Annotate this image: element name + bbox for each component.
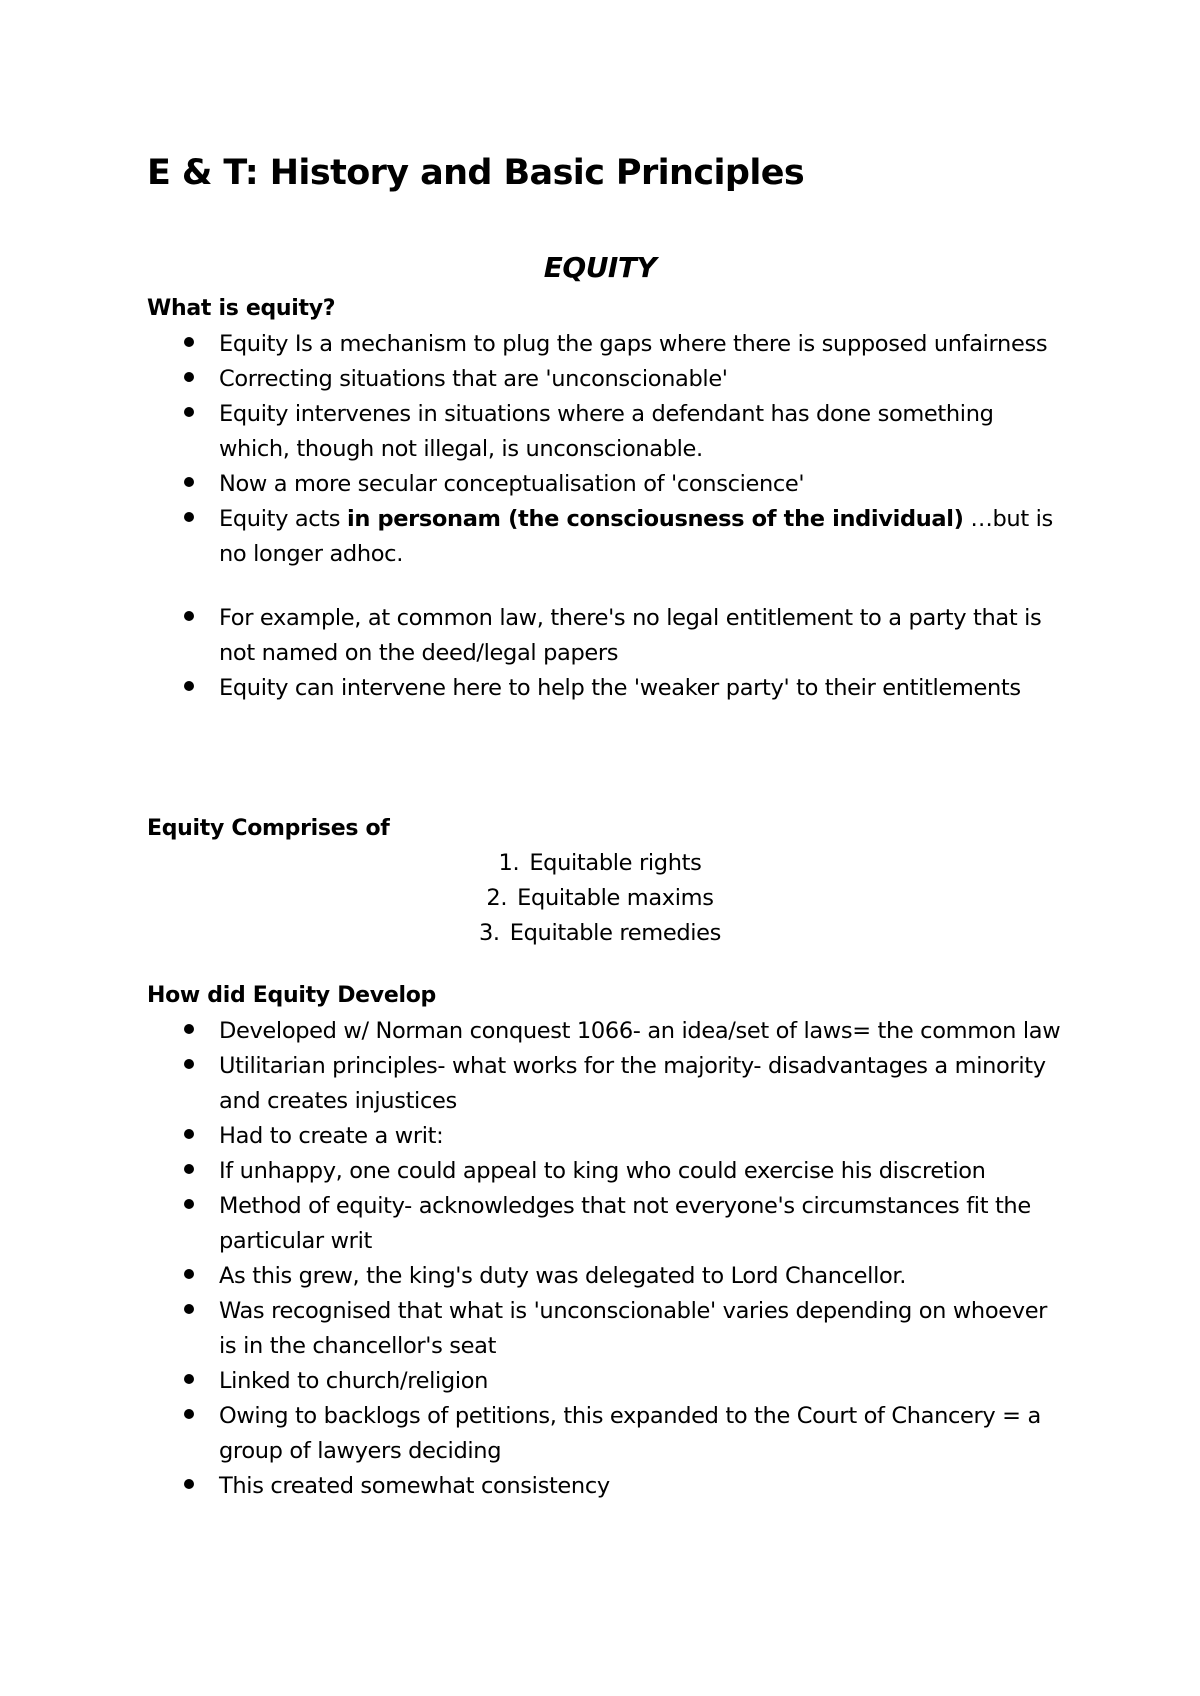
- bullet-icon: [184, 1024, 194, 1034]
- list-item: Equity acts in personam (the consciousness of the individual) …but is no longer adhoc.: [0, 502, 1200, 572]
- bullet-icon: [184, 1199, 194, 1209]
- list-item: As this grew, the king's duty was delegated to Lord Chancellor.: [0, 1259, 1200, 1294]
- list-item: Correcting situations that are 'unconscionable': [0, 362, 1200, 397]
- how-did-equity-develop-heading: How did Equity Develop: [147, 983, 436, 1008]
- list-item: Utilitarian principles- what works for the majority- disadvantages a minority and creates injustices: [0, 1049, 1200, 1119]
- list-item: Equity can intervene here to help the 'weaker party' to their entitlements: [0, 671, 1200, 706]
- what-is-equity-list: [0, 327, 1200, 706]
- list-item: Owing to backlogs of petitions, this expanded to the Court of Chancery = a group of lawyers deciding: [0, 1399, 1200, 1469]
- bullet-icon: [184, 681, 194, 691]
- bullet-icon: [184, 1059, 194, 1069]
- in-personam-bold: in personam (the consciousness of the individual): [346, 506, 964, 532]
- bullet-icon: [184, 1269, 194, 1279]
- bullet-icon: [184, 611, 194, 621]
- bullet-icon: [184, 372, 194, 382]
- equity-comprises-list: [0, 846, 1200, 951]
- bullet-icon: [184, 1374, 194, 1384]
- list-item: Linked to church/religion: [0, 1364, 1200, 1399]
- how-did-equity-develop-list: [0, 1014, 1200, 1504]
- bullet-icon: [184, 1129, 194, 1139]
- list-item: Equity intervenes in situations where a defendant has done something which, though not illegal, is unconscionable.: [0, 397, 1200, 467]
- list-item: 3. Equitable remedies: [478, 920, 722, 946]
- list-item: For example, at common law, there's no legal entitlement to a party that is not named on the deed/legal papers: [0, 601, 1200, 671]
- list-item: This created somewhat consistency: [0, 1469, 1200, 1504]
- list-item: Method of equity- acknowledges that not everyone's circumstances fit the particular writ: [0, 1189, 1200, 1259]
- bullet-icon: [184, 407, 194, 417]
- list-item: Equity Is a mechanism to plug the gaps where there is supposed unfairness: [0, 327, 1200, 362]
- bullet-icon: [184, 477, 194, 487]
- list-item: Was recognised that what is 'unconscionable' varies depending on whoever is in the chancellor's seat: [0, 1294, 1200, 1364]
- list-item: 1. Equitable rights: [498, 850, 702, 876]
- document-title: E & T: History and Basic Principles: [147, 153, 805, 193]
- bullet-icon: [184, 1479, 194, 1489]
- list-item: 2. Equitable maxims: [486, 885, 714, 911]
- bullet-icon: [184, 1164, 194, 1174]
- list-item: Developed w/ Norman conquest 1066- an idea/set of laws= the common law: [0, 1014, 1200, 1049]
- bullet-icon: [184, 1409, 194, 1419]
- what-is-equity-heading: What is equity?: [147, 296, 336, 321]
- list-item: Had to create a writ:: [0, 1119, 1200, 1154]
- bullet-icon: [184, 1304, 194, 1314]
- equity-comprises-heading: Equity Comprises of: [147, 816, 390, 841]
- list-item: If unhappy, one could appeal to king who could exercise his discretion: [0, 1154, 1200, 1189]
- spacer: [0, 572, 1200, 601]
- section-heading-equity: EQUITY: [543, 251, 657, 284]
- bullet-icon: [184, 337, 194, 347]
- list-item: Now a more secular conceptualisation of 'conscience': [0, 467, 1200, 502]
- bullet-icon: [184, 512, 194, 522]
